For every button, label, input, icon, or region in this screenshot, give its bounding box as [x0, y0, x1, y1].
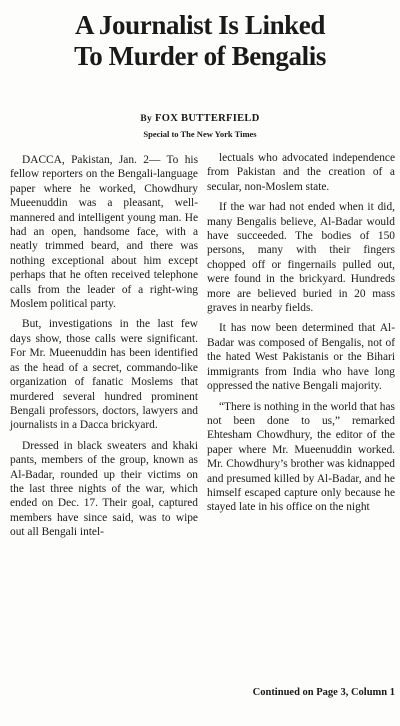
paragraph: Dressed in black sweaters and khaki pants, members of the group, known as Al-Badar, rounded up their victims on the last three nights of the war, which ended on Dec. 17. Their goal, captured members have since said, was to wipe out all Bengali intel-	[10, 439, 198, 539]
paragraph: “There is nothing in the world that has not been done to us,” remarked Ehtesham Chowdhury, the editor of the paper where Mr. Mueenuddin worked. Mr. Chowdhury’s brother was kidnapped and presumed killed by Al-Badar, and he himself escaped capture only because he stayed late in his office on the night	[207, 400, 395, 514]
paragraph: If the war had not ended when it did, many Bengalis believe, Al-Badar would have succeeded. The bodies of 150 persons, many with their fingers chopped off or fingernails pulled out, were found in the brickyard. Hundreds more are believed buried in 20 mass graves in nearby fields.	[207, 201, 395, 315]
headline	[0, 10, 400, 72]
byline-author: FOX BUTTERFIELD	[155, 113, 260, 124]
paragraph: It has now been determined that Al-Badar was composed of Bengalis, not of the hated West Pakistanis or the Bihari immigrants from India who have long oppressed the native Bengali majority.	[207, 322, 395, 393]
paragraph: DACCA, Pakistan, Jan. 2— To his fellow reporters on the Bengali-language paper where he worked, Chowdhury Mueenuddin was a pleasant, well-mannered and intelligent young man. He had an open, handsome face, with a neatly trimmed beard, and there was nothing exceptional about him except perhaps that he often received telephone calls from the leader of a right-wing Moslem political party.	[10, 154, 198, 311]
byline-credit: Special to The New York Times	[143, 129, 257, 139]
headline-line-1: A Journalist Is Linked	[74, 10, 326, 40]
paragraph: lectuals who advocated independence from Pakistan and the creation of a secular, non-Moslem state.	[207, 152, 395, 193]
byline	[0, 113, 400, 124]
continuation-note: Continued on Page 3, Column 1	[252, 687, 395, 698]
byline-prefix: By	[140, 114, 153, 124]
headline-line-2: To Murder of Bengalis	[74, 41, 326, 71]
article-column-right	[207, 151, 395, 521]
paragraph: But, investigations in the last few days show, those calls were significant. For Mr. Mueenuddin has been identified as the head of a secret, commando-like organization of fanatic Moslems that murdered several hundred prominent Bengali professors, doctors, lawyers and journalists in a Dacca brickyard.	[10, 318, 198, 432]
article-column-left	[10, 153, 198, 546]
